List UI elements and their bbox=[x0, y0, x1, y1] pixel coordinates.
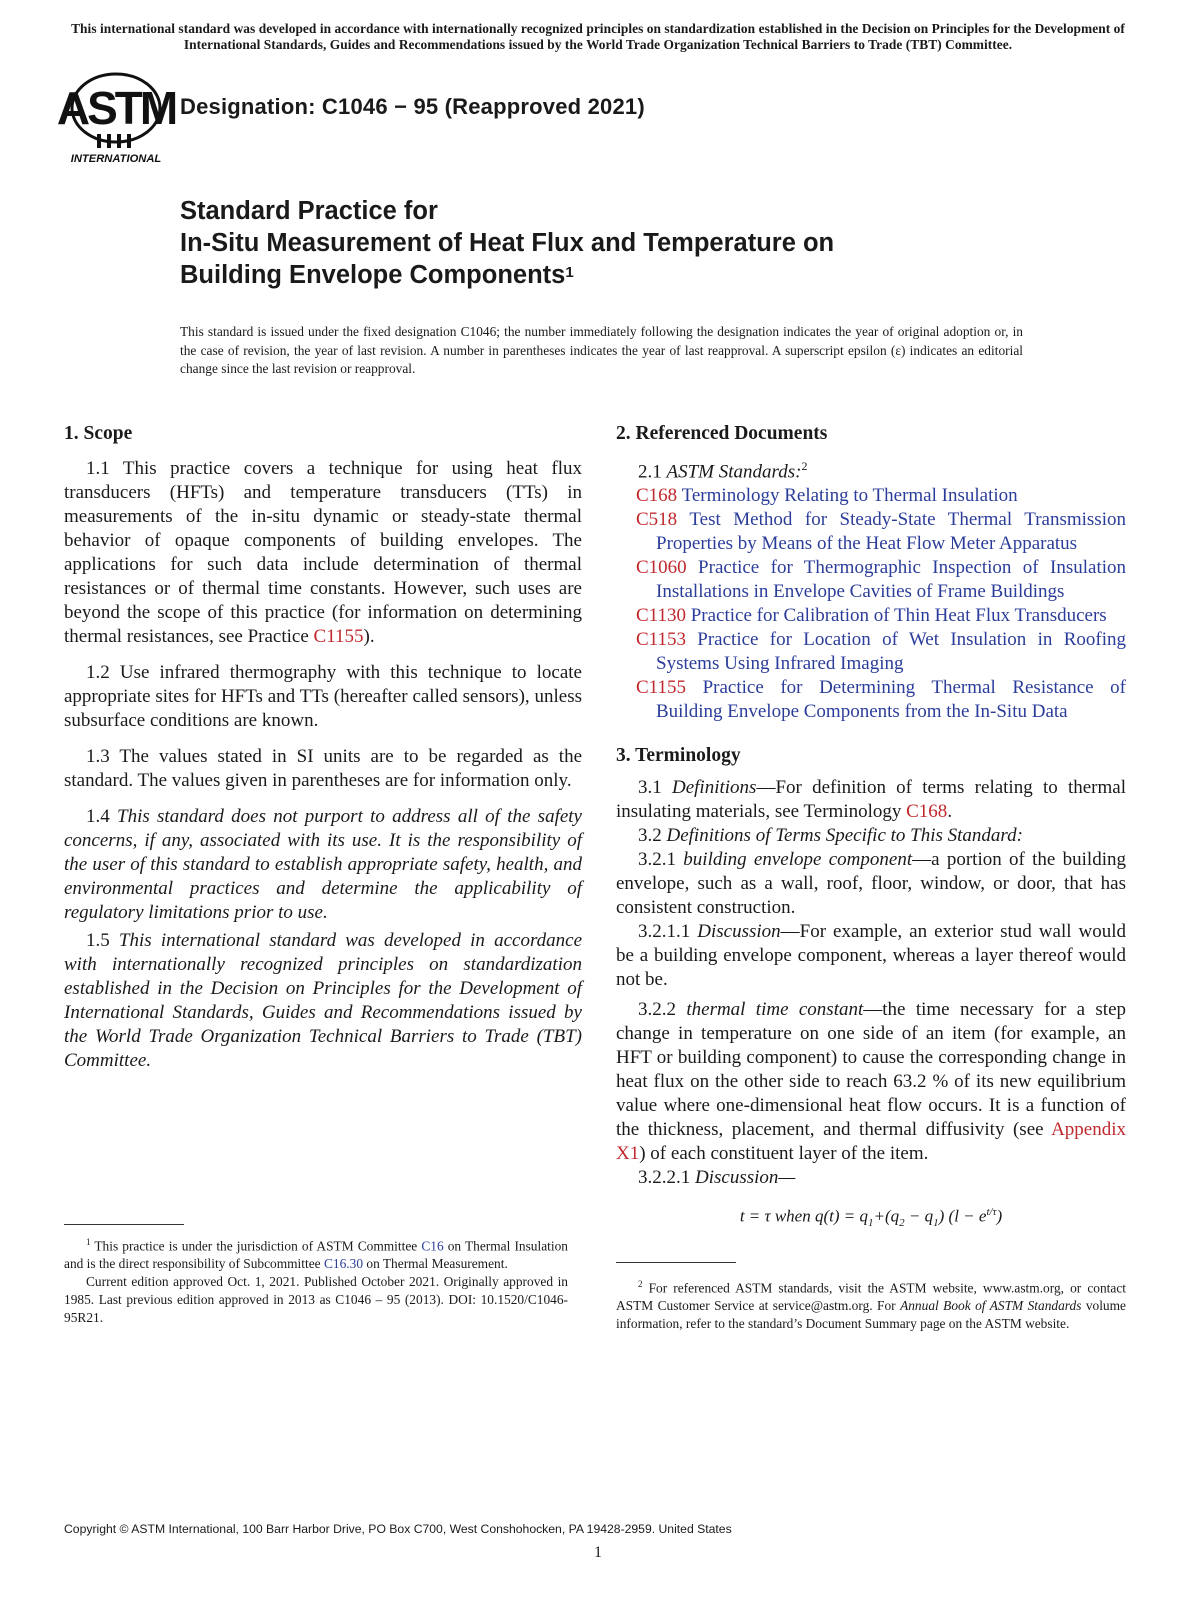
title-footnote-mark: 1 bbox=[565, 264, 574, 281]
scope-heading: 1. Scope bbox=[64, 423, 133, 444]
footnote-1 bbox=[64, 1224, 568, 1327]
footnote-2-text: $^2$ For referenced ASTM standards, visit the ASTM website, www.astm.org, or contact ASTM Customer Service at service@astm.org. For Annual Book of ASTM Standards volume information, refer to the standard’s Document Summary page on the ASTM website. bbox=[616, 1279, 1126, 1332]
document-title bbox=[180, 195, 834, 291]
referenced-list bbox=[616, 484, 1126, 724]
term-3-1: 3.1 Definitions—For definition of terms relating to thermal insulating materials, see Terminology C168. bbox=[616, 777, 1126, 823]
footnote-1-text: $^1$ This practice is under the jurisdiction of ASTM Committee C16 on Thermal Insulation and is the direct responsibility of Subcommittee C16.30 on Thermal Measurement. bbox=[64, 1237, 568, 1272]
link-c1155[interactable]: C1155 bbox=[313, 626, 364, 647]
footnote-1-edition: Current edition approved Oct. 1, 2021. Published October 2021. Originally approved in 1985. Last previous edition approved in 2013 as C1046 – 95 (2013). DOI: 10.1520/C1046-95R21. bbox=[64, 1274, 568, 1326]
footnote-rule bbox=[616, 1262, 736, 1263]
link-appendix-x1[interactable]: Appendix X1 bbox=[616, 1119, 1126, 1165]
reference-item[interactable]: C1060 Practice for Thermographic Inspection of Insulation Installations in Envelope Cavities of Frame Buildings bbox=[636, 557, 1126, 603]
reference-item[interactable]: C168 Terminology Relating to Thermal Insulation bbox=[636, 485, 1018, 507]
reference-item[interactable]: C1153 Practice for Location of Wet Insulation in Roofing Systems Using Infrared Imaging bbox=[636, 629, 1126, 675]
page-number: 1 bbox=[594, 1544, 602, 1561]
footnote-rule bbox=[64, 1224, 184, 1225]
title-line-3: Building Envelope Components bbox=[180, 261, 566, 289]
logo-letters: ASTM bbox=[56, 82, 176, 134]
para-1-4: 1.4 This standard does not purport to address all of the safety concerns, if any, associated with its use. It is the responsibility of the user of this standard to establish appropriate safety, health, and environmental practices and determine the applicability of regulatory limitations prior to use. bbox=[64, 806, 582, 923]
terminology-heading: 3. Terminology bbox=[616, 745, 741, 767]
top-notice: This international standard was developed in accordance with internationally recognized principles on standardization established in the Decision on Principles for the Development of International Standards, Guides and Recommendations issued by the World Trade Organization Technical Barriers to Trade (TBT) Committee. bbox=[71, 21, 1125, 52]
para-1-2: 1.2 Use infrared thermography with this technique to locate appropriate sites for HFTs and TTs (hereafter called sensors), unless subsurface conditions are known. bbox=[64, 662, 582, 731]
para-1-1: 1.1 This practice covers a technique for using heat flux transducers (HFTs) and temperature transducers (TTs) in measurements of the in-situ dynamic or steady-state thermal behavior of opaque components of building envelopes. The applications for such data include determination of thermal resistances or of thermal time constants. However, such uses are beyond the scope of this practice (for information on determining thermal resistances, see Practice C1155). bbox=[64, 458, 582, 647]
right-column bbox=[616, 422, 1126, 1235]
para-1-5: 1.5 This international standard was developed in accordance with internationally recognized principles on standardization established in the Decision on Principles for the Development of International Standards, Guides and Recommendations issued by the World Trade Organization Technical Barriers to Trade (TBT) Committee. bbox=[64, 930, 583, 1071]
footnote-2 bbox=[616, 1262, 1126, 1333]
reference-item[interactable]: C1130 Practice for Calibration of Thin Heat Flux Transducers bbox=[636, 605, 1107, 627]
link-c168[interactable]: C168 bbox=[906, 801, 948, 823]
reference-item[interactable]: C1155 Practice for Determining Thermal Resistance of Building Envelope Components from the In-Situ Data bbox=[636, 677, 1126, 723]
term-3-2-1: 3.2.1 building envelope component—a portion of the building envelope, such as a wall, roof, floor, window, or door, that has consistent construction. bbox=[616, 849, 1126, 919]
term-3-2: 3.2 Definitions of Terms Specific to This Standard: bbox=[638, 825, 1023, 847]
issued-note: This standard is issued under the fixed designation C1046; the number immediately following the designation indicates the year of original adoption or, in the case of revision, the year of last revision. A number in parentheses indicates the year of last reapproval. A superscript epsilon (ε) indicates an editorial change since the last revision or reapproval. bbox=[180, 324, 1023, 376]
title-line-2: In-Situ Measurement of Heat Flux and Temperature on bbox=[180, 229, 835, 257]
copyright-line: Copyright © ASTM International, 100 Barr Harbor Drive, PO Box C700, West Conshohocken, PA 19428-2959. United States bbox=[64, 1522, 732, 1536]
link-c16-30[interactable]: C16.30 bbox=[323, 1256, 364, 1272]
term-3-2-2: 3.2.2 thermal time constant—the time necessary for a step change in temperature on one side of an item (for example, an HFT or building component) to cause the corresponding change in heat flux on the other side to reach 63.2 % of its new equilibrium value where one-dimensional heat flow occurs. It is a function of the thickness, placement, and thermal diffusivity (see Appendix X1) of each constituent layer of the item. bbox=[616, 999, 1127, 1165]
left-column bbox=[64, 422, 582, 1073]
logo-international-text: INTERNATIONAL bbox=[70, 153, 162, 165]
link-c16[interactable]: C16 bbox=[421, 1238, 444, 1254]
reference-item[interactable]: C518 Test Method for Steady-State Thermal Transmission Properties by Means of the Heat Flow Meter Apparatus bbox=[636, 509, 1126, 555]
designation: Designation: C1046 − 95 (Reapproved 2021) bbox=[180, 94, 645, 119]
astm-standards-subheading: 2.1 ASTM Standards:$^2$ bbox=[638, 459, 808, 483]
para-1-3: 1.3 The values stated in SI units are to be regarded as the standard. The values given in parentheses are for information only. bbox=[64, 746, 582, 791]
referenced-documents-heading: 2. Referenced Documents bbox=[616, 423, 828, 444]
time-constant-equation: t = τ when $q(t) = q_1+(q_2 - q_1) (l - e^{t/\tau})$ bbox=[739, 1206, 1003, 1230]
title-line-1: Standard Practice for bbox=[180, 197, 438, 225]
astm-logo bbox=[56, 68, 176, 166]
term-3-2-2-1: 3.2.2.1 Discussion— bbox=[638, 1167, 796, 1189]
term-3-2-1-1: 3.2.1.1 Discussion—For example, an exterior stud wall would be a building envelope component, whereas a layer thereof would not be. bbox=[616, 921, 1126, 991]
